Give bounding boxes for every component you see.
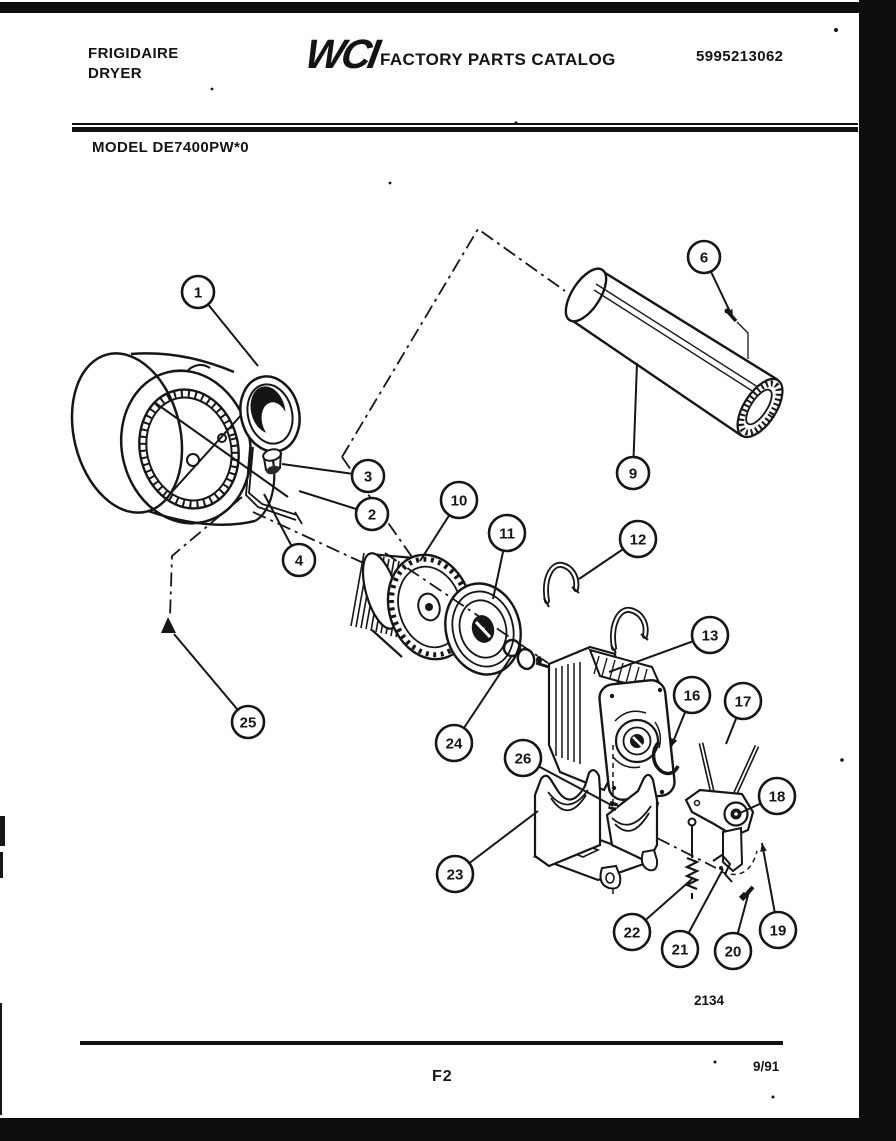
svg-text:12: 12 bbox=[629, 531, 647, 549]
svg-text:23: 23 bbox=[446, 866, 464, 884]
brand-product: DRYER bbox=[88, 64, 142, 82]
motor-base-drawing bbox=[535, 770, 657, 888]
svg-text:9: 9 bbox=[628, 465, 638, 483]
svg-text:13: 13 bbox=[701, 627, 719, 645]
svg-text:20: 20 bbox=[724, 943, 742, 961]
idler-arm-drawing bbox=[686, 743, 757, 871]
svg-text:4: 4 bbox=[294, 552, 304, 570]
callout-18 bbox=[740, 778, 795, 814]
callout-16 bbox=[671, 677, 710, 747]
idler-spring-drawing bbox=[687, 819, 697, 900]
svg-text:25: 25 bbox=[239, 714, 257, 732]
svg-text:11: 11 bbox=[499, 525, 515, 543]
callout-6 bbox=[688, 241, 733, 318]
svg-text:18: 18 bbox=[768, 788, 786, 806]
svg-text:3: 3 bbox=[363, 468, 373, 486]
date-code: 9/91 bbox=[753, 1059, 780, 1074]
callout-9 bbox=[617, 363, 649, 489]
svg-text:26: 26 bbox=[514, 750, 532, 768]
catalog-title: FACTORY PARTS CATALOG bbox=[380, 50, 616, 69]
callout-19 bbox=[760, 843, 796, 948]
blower-housing-drawing bbox=[56, 342, 307, 538]
callout-20 bbox=[715, 888, 751, 969]
callout-3 bbox=[282, 460, 384, 492]
brand-name: FRIGIDAIRE bbox=[88, 45, 179, 62]
svg-text:21: 21 bbox=[671, 941, 689, 959]
callout-23 bbox=[437, 811, 538, 892]
callout-1 bbox=[182, 276, 258, 366]
svg-text:17: 17 bbox=[734, 693, 752, 711]
callout-4 bbox=[264, 494, 315, 576]
motor-clips-drawing bbox=[544, 565, 648, 653]
callout-25 bbox=[174, 634, 264, 738]
svg-text:1: 1 bbox=[193, 284, 203, 302]
svg-text:6: 6 bbox=[699, 249, 709, 267]
callout-12 bbox=[579, 521, 656, 579]
idler-centerline bbox=[657, 838, 716, 868]
callout-2 bbox=[299, 491, 388, 530]
duct-screw-drawing bbox=[725, 309, 749, 360]
clamp-nut-drawing bbox=[262, 447, 282, 475]
model-number: MODEL DE7400PW*0 bbox=[92, 139, 250, 156]
callout-17 bbox=[725, 683, 761, 744]
svg-text:2: 2 bbox=[367, 506, 377, 524]
svg-text:19: 19 bbox=[769, 922, 787, 940]
svg-text:24: 24 bbox=[445, 735, 463, 753]
callout-10 bbox=[420, 482, 477, 561]
diagram-number: 2134 bbox=[694, 993, 725, 1008]
wci-logo: WCI bbox=[302, 31, 381, 77]
svg-text:10: 10 bbox=[450, 492, 468, 510]
page-code: F2 bbox=[432, 1068, 453, 1085]
exhaust-duct-drawing bbox=[558, 262, 791, 444]
svg-text:22: 22 bbox=[623, 924, 641, 942]
publication-number: 5995213062 bbox=[696, 48, 784, 65]
svg-text:16: 16 bbox=[683, 687, 701, 705]
pointer-triangle-drawing bbox=[161, 617, 176, 633]
footer-rule bbox=[80, 1041, 783, 1045]
